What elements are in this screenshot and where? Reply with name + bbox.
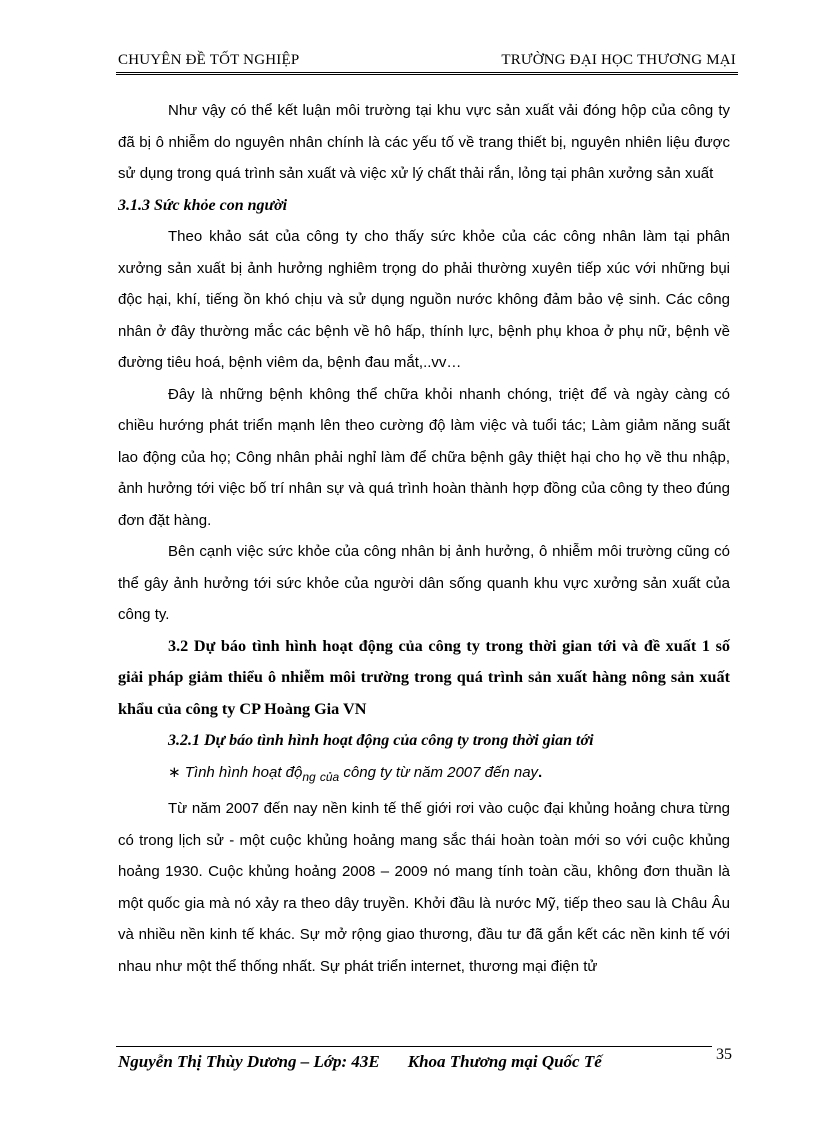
bullet-end: . bbox=[538, 763, 543, 781]
footer-divider bbox=[116, 1046, 712, 1047]
page-body bbox=[118, 95, 730, 982]
bullet-sub-2: của bbox=[319, 769, 340, 784]
heading-3-2-1: 3.2.1 Dự báo tình hình hoạt động của công ty trong thời gian tới bbox=[168, 732, 594, 749]
bullet-sub-1: ng bbox=[302, 769, 316, 784]
page-footer bbox=[118, 1052, 718, 1072]
paragraph-conclusion: Như vậy có thể kết luận môi trường tại khu vực sản xuất vải đóng hộp của công ty đã bị ô nhiễm do nguyên nhân chính là các yếu tố về trang thiết bị, nguyên nhiên liệu được sử dụng trong quá trình sản xuất và việc xử lý chất thải rắn, lỏng tại phân xưởng sản xuất bbox=[118, 102, 730, 182]
paragraph-residents: Bên cạnh việc sức khỏe của công nhân bị ảnh hưởng, ô nhiễm môi trường cũng có thể gây ảnh hưởng tới sức khỏe của người dân sống quanh khu vực xưởng sản xuất của công ty. bbox=[118, 543, 730, 623]
bullet-text-part1: Tình hình hoạt độ bbox=[184, 763, 303, 781]
header-left-title: CHUYÊN ĐỀ TỐT NGHIỆP bbox=[118, 52, 300, 68]
header-right-title: TRƯỜNG ĐẠI HỌC THƯƠNG MẠI bbox=[501, 52, 736, 68]
header-divider bbox=[116, 72, 738, 75]
bullet-activity-since-2007 bbox=[118, 757, 730, 794]
heading-3-1-3: 3.1.3 Sức khỏe con người bbox=[118, 196, 288, 214]
paragraph-diseases: Đây là những bệnh không thể chữa khỏi nhanh chóng, triệt để và ngày càng có chiều hướng phát triển mạnh lên theo cường độ làm việc và tuổi tác; Làm giảm năng suất lao động của họ; Công nhân phải nghỉ làm để chữa bệnh gây thiệt hại cho họ về thu nhập, ảnh hưởng tới việc bố trí nhân sự và quá trình hoàn thành hợp đồng của công ty theo đúng đơn đặt hàng. bbox=[118, 385, 730, 529]
heading-3-2: 3.2 Dự báo tình hình hoạt động của công ty trong thời gian tới và đề xuất 1 số giải pháp giảm thiểu ô nhiễm môi trường trong quá trình sản xuất hàng nông sản xuất khẩu của công ty CP Hoàng Gia VN bbox=[118, 636, 730, 718]
page-number: 35 bbox=[716, 1046, 732, 1063]
paragraph-health-survey: Theo khảo sát của công ty cho thấy sức khỏe của các công nhân làm tại phân xưởng sản xuất bị ảnh hưởng nghiêm trọng do phải thường xuyên tiếp xúc với những bụi độc hại, khí, tiếng ồn khó chịu và sử dụng nguồn nước không đảm bảo vệ sinh. Các công nhân ở đây thường mắc các bệnh về hô hấp, thính lực, bệnh phụ khoa ở phụ nữ, bệnh về đường tiêu hoá, bệnh viêm da, bệnh đau mắt,..vv… bbox=[118, 228, 730, 371]
footer-author: Nguyễn Thị Thùy Dương – Lớp: 43E bbox=[118, 1052, 380, 1071]
bullet-mark: ∗ bbox=[168, 763, 181, 781]
paragraph-crisis: Từ năm 2007 đến nay nền kinh tế thế giới rơi vào cuộc đại khủng hoảng chưa từng có trong lịch sử - một cuộc khủng hoảng mang sắc thái hoàn toàn mới so với cuộc khủng hoảng 1930. Cuộc khủng hoảng 2008 – 2009 nó mang tính toàn cầu, không đơn thuần là một quốc gia mà nó xảy ra theo dây truyền. Khởi đầu là nước Mỹ, tiếp theo sau là Châu Âu và nhiều nền kinh tế khác. Sự mở rộng giao thương, đầu tư đã gắn kết các nền kinh tế với nhau như một thể thống nhất. Sự phát triển internet, thương mại điện tử bbox=[118, 800, 730, 975]
footer-faculty: Khoa Thương mại Quốc Tế bbox=[407, 1052, 602, 1071]
bullet-text-part2: công ty từ năm 2007 đến nay bbox=[343, 763, 539, 781]
